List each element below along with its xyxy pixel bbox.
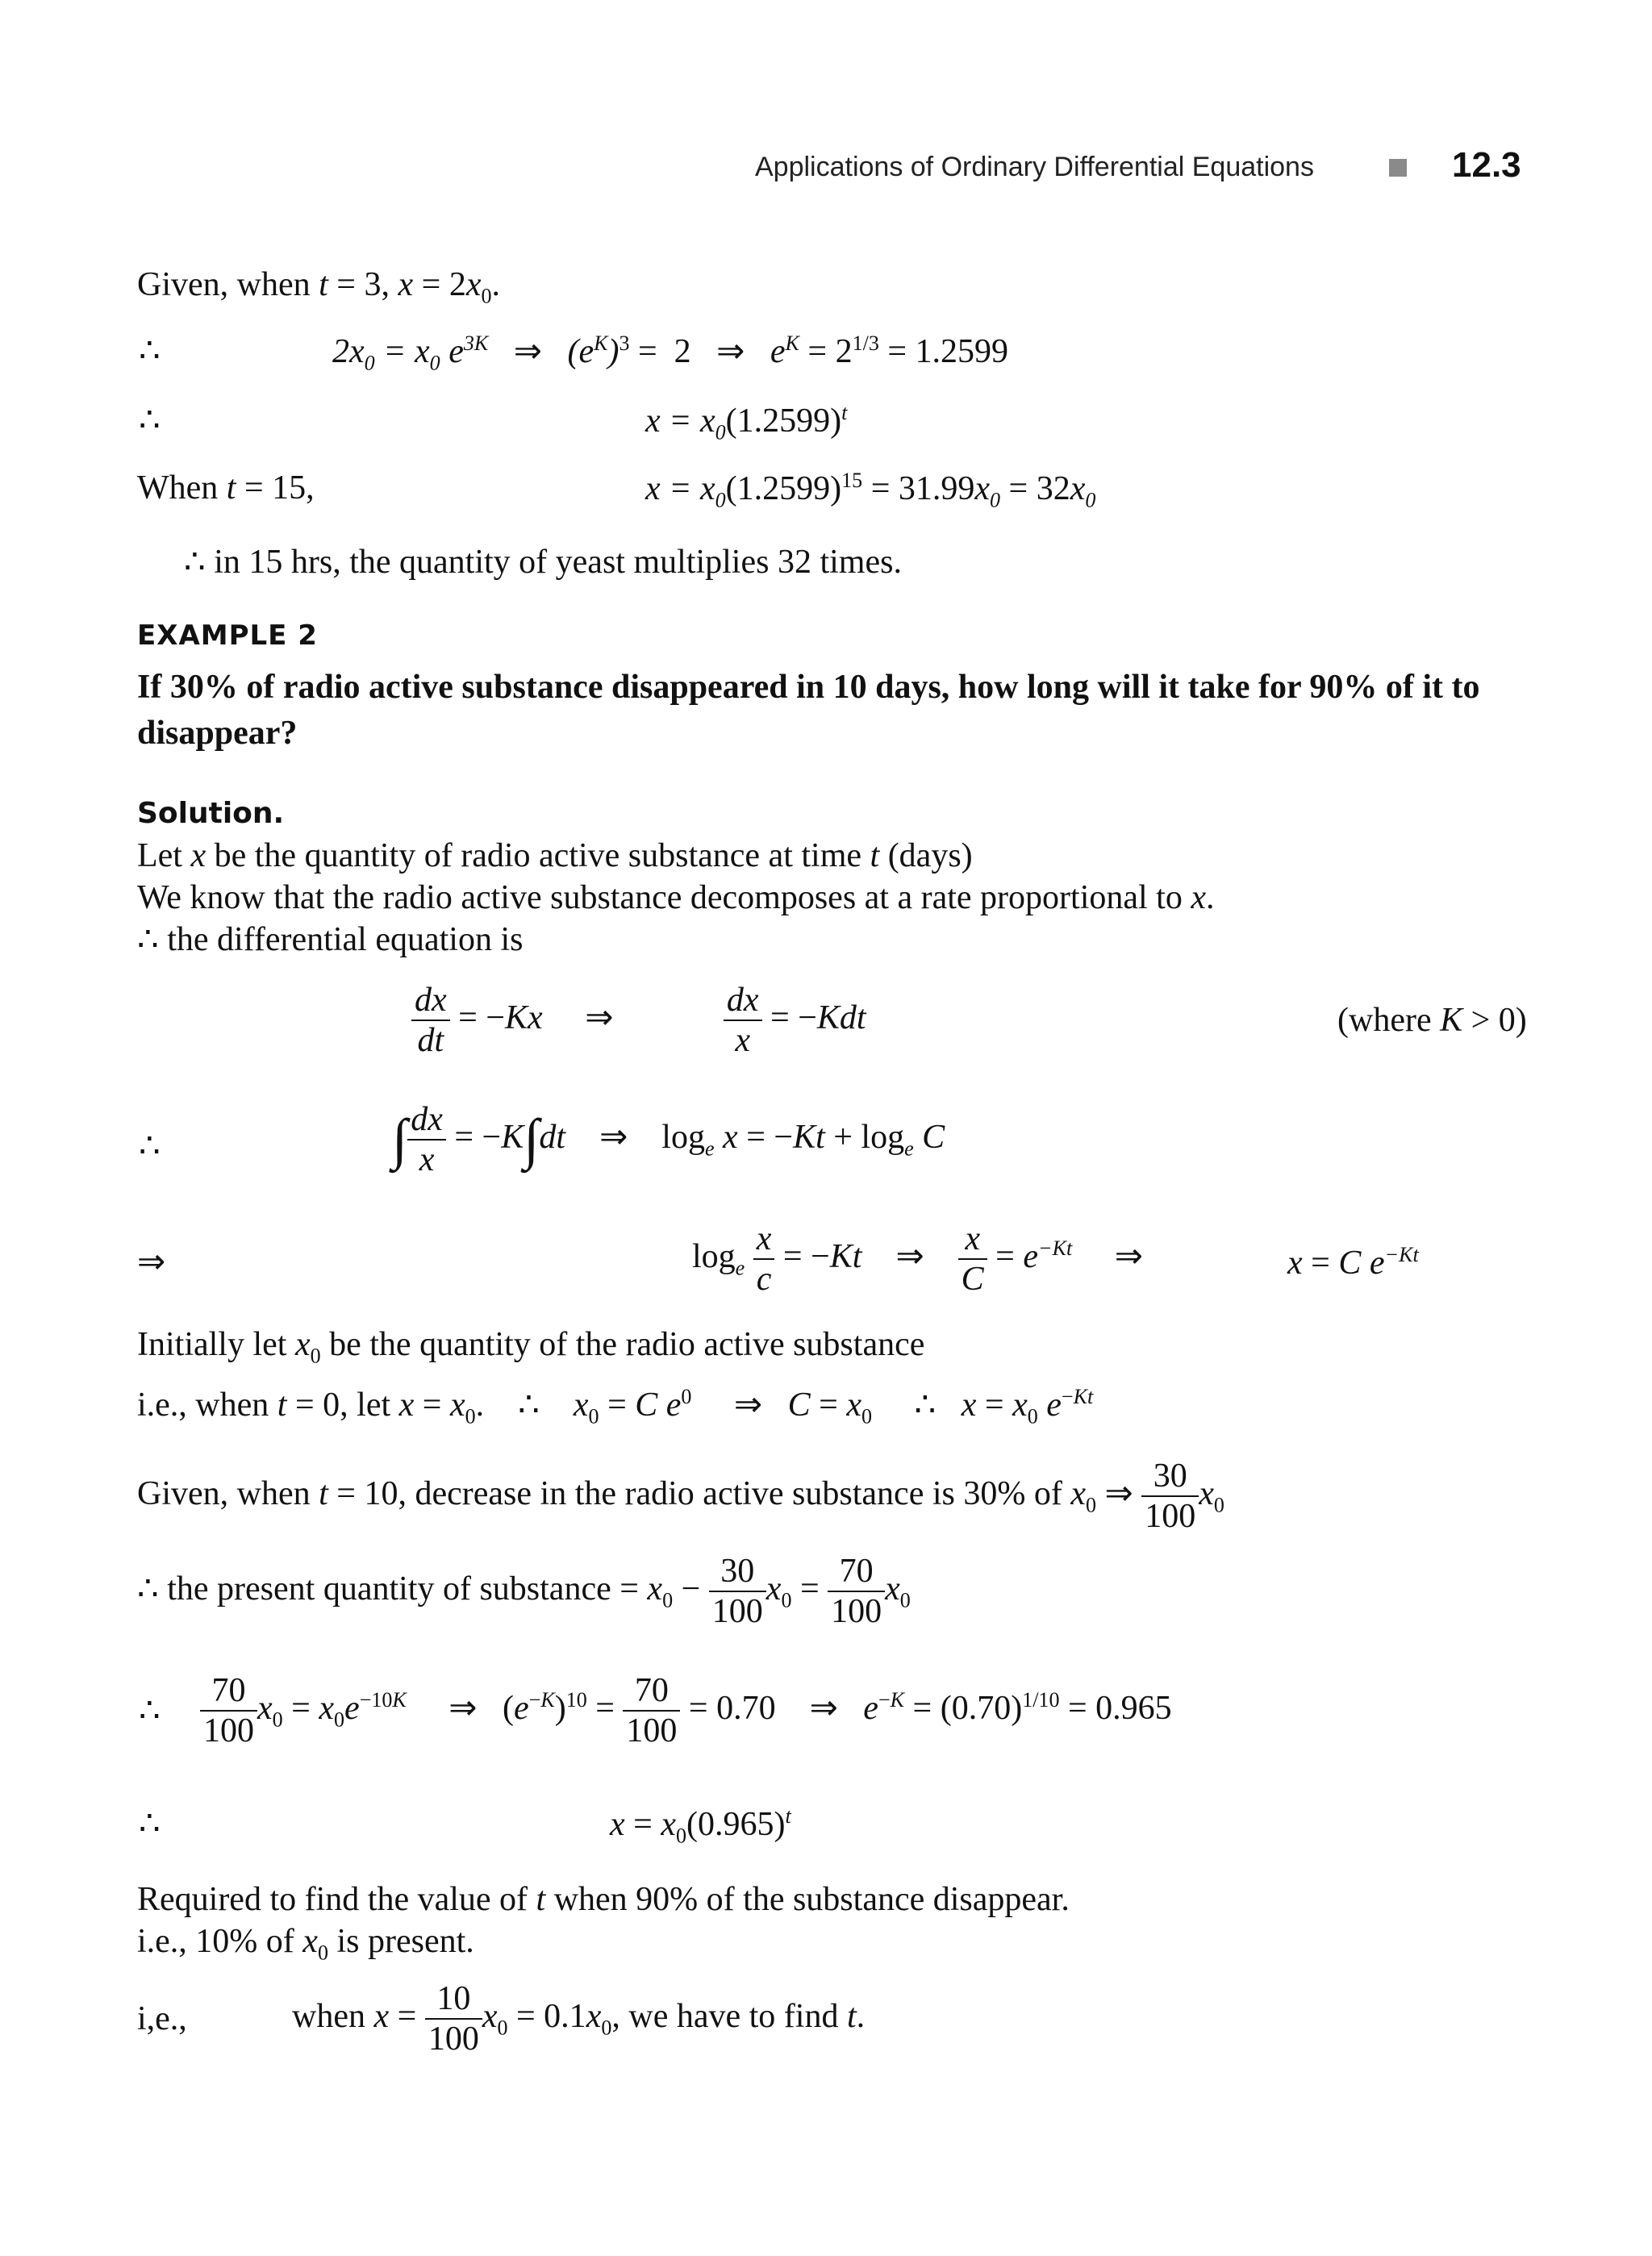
therefore-symbol: ∴: [139, 1692, 161, 1729]
ten-percent-line: i.e., 10% of $x_0$ is present.: [137, 1923, 474, 1965]
therefore-symbol: ∴: [139, 1128, 161, 1165]
therefore-symbol: ∴: [139, 332, 161, 369]
solution-paragraph-3: ∴ the differential equation is: [137, 921, 524, 958]
where-k-note: (where K > 0): [1337, 1002, 1527, 1039]
equation-t15: $x = x_0(1.2599)^{15} = 31.99x_0 = 32x_0$: [645, 469, 1096, 512]
solution-paragraph-2: We know that the radio active substance decomposes at a rate proportional to x.: [137, 879, 1215, 916]
initially-line: Initially let $x_0$ be the quantity of the radio active substance: [137, 1326, 925, 1368]
therefore-symbol: ∴: [139, 1805, 161, 1842]
running-header-title: Applications of Ordinary Differential Equations: [755, 152, 1314, 182]
equation-x-t: $x = x_0(1.2599)^t$: [645, 401, 848, 444]
page-number: 12.3: [1452, 145, 1521, 185]
equation-ek: $2x_0 = x_0$ $e^{3K}$ ⇒ $(e^K)^3 = 2$ ⇒ $e^K = 2^{1/3} = 1.2599$: [332, 332, 1009, 375]
initial-condition-line: i.e., when t = 0, let $x = x_0$. ∴ $x_0 = C$ $e^0$ ⇒ $C = x_0$ ∴ $x = x_0$ $e^{-Kt}$: [137, 1385, 1094, 1428]
header-square-icon: [1389, 159, 1407, 177]
given-t10-line: Given, when t = 10, decrease in the radio active substance is 30% of $x_0$ ⇒ $\frac{30}{100}$ $x_0$: [137, 1457, 1224, 1536]
ie-label: i,e.,: [137, 2000, 187, 2037]
given-t3-line: Given, when t = 3, $x = 2x_0$.: [137, 266, 500, 308]
present-quantity-line: ∴ the present quantity of substance = $x_0$ − $\frac{30}{100}$ $x_0$ = $\frac{70}{100}$ $x_0$: [137, 1553, 911, 1631]
solution-heading: Solution.: [137, 797, 285, 830]
solution-general: x = C $e^{-Kt}$: [1287, 1243, 1419, 1282]
yeast-conclusion: ∴ in 15 hrs, the quantity of yeast multiplies 32 times.: [184, 544, 902, 581]
therefore-symbol: ∴: [139, 402, 161, 439]
equation-x-0965: $x = x_0(0.965)^t$: [610, 1804, 791, 1848]
differential-equation: $\frac{dx}{dt}$ = −Kx ⇒ $\frac{dx}{x}$ = −Kdt: [411, 981, 866, 1061]
example-question: If 30% of radio active substance disappeared in 10 days, how long will it take for 90% of it to disappear?: [137, 669, 1480, 752]
log-equation: $\log_e$ $\frac{x}{c}$ = −Kt ⇒ $\frac{x}{C}$ = $e^{-Kt}$ ⇒: [692, 1220, 1143, 1299]
example-heading: EXAMPLE 2: [137, 619, 318, 652]
implies-symbol: ⇒: [137, 1244, 166, 1281]
when-t15-label: When t = 15,: [137, 469, 315, 507]
required-line: Required to find the value of t when 90% of the substance disappear.: [137, 1881, 1070, 1918]
final-condition-line: when x = $\frac{10}{100}$ $x_0 = 0.1x_0$, we have to find t.: [292, 1980, 866, 2058]
solution-paragraph-1: Let x be the quantity of radio active substance at time t (days): [137, 837, 973, 874]
decay-equation: $\frac{70}{100}$ $x_0 = x_0e^{-10K}$ ⇒ $(e^{-K})^{10}$ = $\frac{70}{100}$ = 0.70 ⇒ $e^{-K} = (0.70)^{1/10} = 0.965$: [200, 1671, 1172, 1751]
integral-equation: ∫ $\frac{dx}{x}$ = −K∫dt ⇒ $\log_e x = -Kt + \log_e C$: [392, 1101, 945, 1179]
